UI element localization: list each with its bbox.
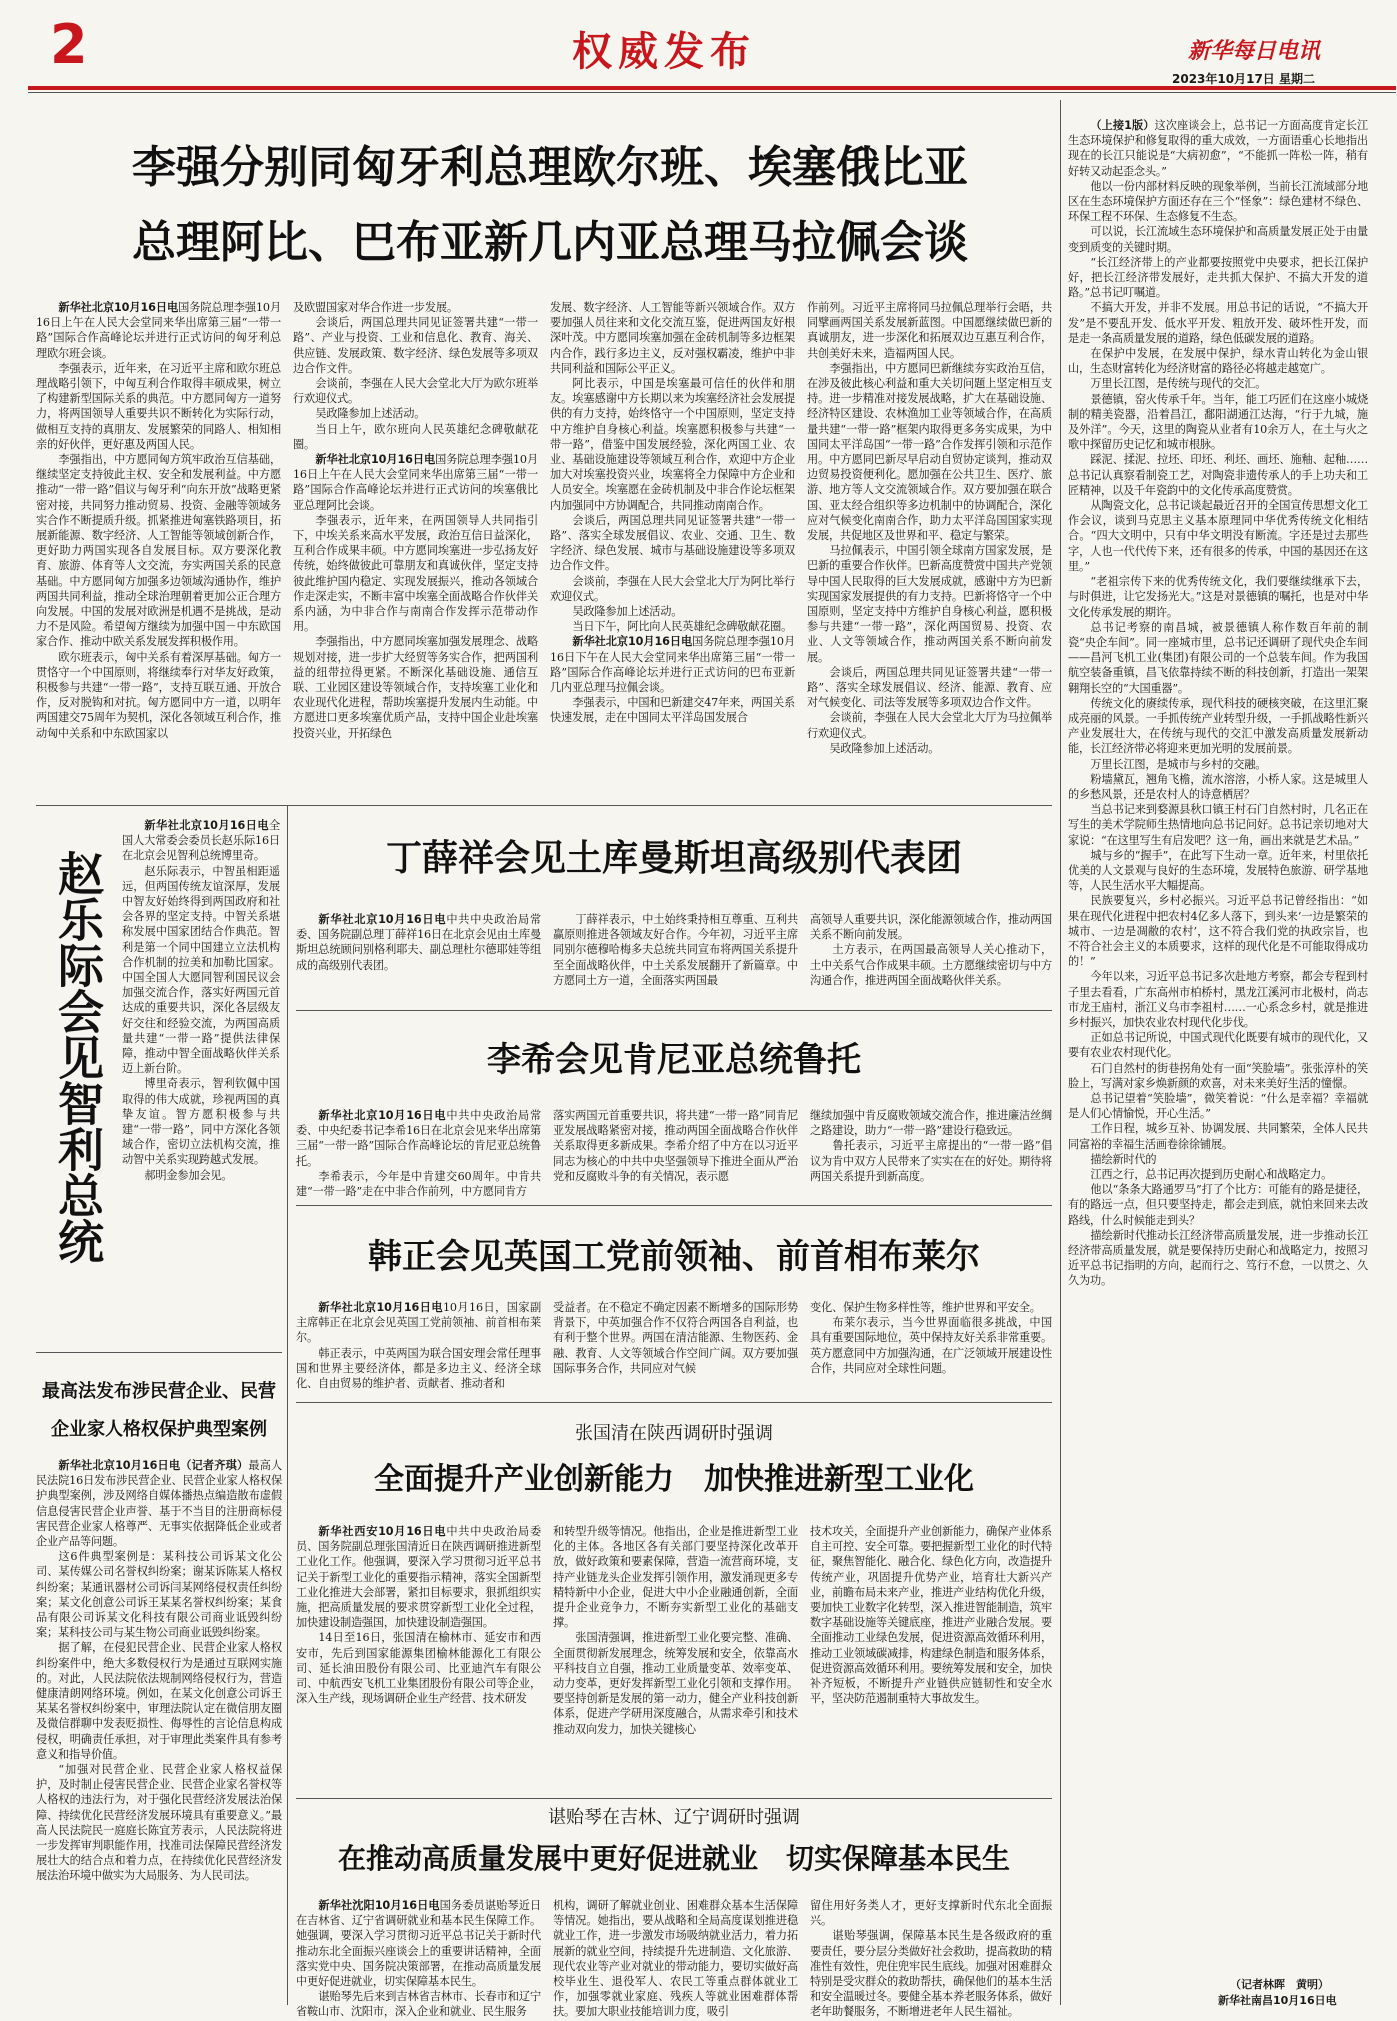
lead-para: 吴政隆参加上述活动。: [315, 407, 426, 421]
zhao-para: 郝明金参加会见。: [144, 1168, 233, 1182]
court-para: 据了解，在侵犯民营企业、民营企业家人格权纠纷案件中，绝大多数侵权行为是通过互联网实施的。对此，人民法院依法规制网络侵权行为，营造健康清朗网络环境。例如，在某文化创意公司诉王某某名誉权纠纷案中，审理法院认定在微信朋友圈及微信群聊中发表贬损性、侮辱性的言论信息构成侵权，明确责任承担，对于审理此类案件具有参考意义和指导价值。: [36, 1641, 282, 1761]
right-byline: （记者林晖 黄明）: [1230, 1978, 1329, 1991]
zhao-para: 赵乐际表示，中智虽相距遥远，但两国传统友谊深厚，发展中智友好始终得到两国政府和社会各界的坚定支持。中智关系堪称发展中国家团结合作典范。智利是第一个同中国建立立法机构合作机制的拉美和加勒比国家。中国全国人大愿同智利国民议会加强交流合作，落实好两国元首达成的重要共识，深化各层级友好交往和经验交流，为两国高质量共建“一带一路”提供法律保障，推动中智全面战略伙伴关系迈上新台阶。: [122, 864, 280, 1076]
right-para: 正如总书记所说，中国式现代化既要有城市的现代化，又要有农业农村现代化。: [1068, 1031, 1368, 1060]
lixi-intro: 中共中央政治局常委、中央纪委书记李希16日在北京会见来华出席第三届“一带一路”国际合作高峰论坛的肯尼亚总统鲁托。: [296, 1109, 541, 1168]
lead-para: 发展、数字经济、人工智能等新兴领域合作。双方要加强人员往来和文化交流互鉴，促进两国友好根深叶茂。中方愿同埃塞加强在金砖机制等多边框架内合作，践行多边主义，反对强权霸凌，维护中非共同利益和国际公平正义。: [550, 301, 795, 375]
han-intro: 10月16日，国家副主席韩正在北京会见英国工党前领袖、前首相布莱尔。: [296, 1301, 541, 1345]
lead-dateline-1: 新华社北京10月16日电: [58, 301, 179, 314]
right-para: 总书记考察的南昌城，被景德镇人称作数百年前的制瓷“央企车间”。同一座城市里，总书记还调研了现代央企车间——昌河飞机工业(集团)有限公司的一个总装车间。作为我国航空装备重镇，昌飞依靠持续不断的科技创新，打造出一架架翱翔长空的“大国重器”。: [1068, 620, 1368, 695]
han-dateline: 新华社北京10月16日电: [318, 1301, 443, 1314]
masthead: [0, 0, 1397, 86]
right-para: 工作日程，城乡互补、协调发展、共同繁荣，全体人民共同富裕的幸福生活画卷徐徐铺展。: [1068, 1122, 1368, 1151]
zhang-column-2: [553, 1524, 798, 1794]
zhao-para: 博里奇表示，智利钦佩中国取得的伟大成就，珍视两国的真挚友谊。智方愿积极参与共建“一带一路”，同中方深化各领域合作，密切立法机构交流，推动智中关系实现跨越式发展。: [122, 1077, 280, 1167]
lixi-column-3: [810, 1108, 1052, 1198]
lead-para: 李强表示，中国和巴新建交47年来，两国关系快速发展，走在中国同太平洋岛国发展合: [550, 696, 795, 725]
ding-dateline: 新华社北京10月16日电: [318, 913, 447, 926]
ding-para: 丁薛祥表示，中土始终秉持相互尊重、互利共赢原则推进各领域友好合作。今年初，习近平主席同别尔德穆哈梅多夫总统共同宣布将两国关系提升至全面战略伙伴，中土关系发展翻开了新篇章。中方愿同土方一道，全面落实两国最: [553, 913, 798, 987]
han-para: 变化、保护生物多样性等，维护世界和平安全。: [810, 1301, 1041, 1314]
masthead-rule: [28, 86, 1396, 90]
right-para: 可以说，长江流域生态环境保护和高质量发展正处于由量变到质变的关键时期。: [1068, 225, 1368, 254]
shen-para: 机构，调研了解就业创业、困难群众基本生活保障等情况。她指出，要从战略和全局高度谋划推进稳就业工作，进一步激发市场吸纳就业活力，着力拓展新的就业空间，持续提升先进制造、文化旅游、现代农业等产业对就业的带动能力，要切实做好高校毕业生、退役军人、农民工等重点群体就业工作，加强零就业家庭、残疾人等就业困难群体帮扶。要加大职业技能培训力度，吸引: [553, 1899, 798, 2019]
right-para: 民族要复兴，乡村必振兴。习近平总书记曾经指出：“如果在现代化进程中把农村4亿多人落下，到头来‘一边是繁荣的城市、一边是凋敝的农村’，这不符合我们党的执政宗旨，也不符合社会主义的本质要求，这样的现代化是不可能取得成功的！”: [1068, 894, 1368, 969]
right-dateline: 新华社南昌10月16日电: [1218, 1994, 1337, 2007]
page-number: 2: [50, 13, 88, 76]
zhao-intro: 全国人大常委会委员长赵乐际16日在北京会见智利总统博里奇。: [122, 819, 280, 863]
lead-para: 会谈后，两国总理共同见证签署共建“一带一路”、产业与投资、工业和信息化、教育、海关、供应链、发展政策、数字经济、绿色发展等多项双边合作文件。: [293, 316, 538, 375]
right-para: 不搞大开发，并非不发展。用总书记的话说，“不搞大开发”是不要乱开发、低水平开发、粗放开发、破坏性开发，而是走一条高质量发展的道路，绿色低碳发展的道路。: [1068, 301, 1368, 345]
han-headline: 韩正会见英国工党前领袖、前首相布莱尔: [368, 1237, 980, 1277]
zhang-headline: 全面提升产业创新能力 加快推进新型工业化: [374, 1462, 974, 1497]
lead-para: 马拉佩表示，中国引领全球南方国家发展，是巴新的重要合作伙伴。巴新高度赞赏中国共产党领导中国人民取得的巨大发展成就，感谢中方为巴新实现国家发展提供的有力支持。巴新将恪守一个中国原则，坚定支持中方维护自身核心利益，愿积极参与共建“一带一路”，深化两国贸易、投资、农业、人文等领域合作，推动两国关系不断向前发展。: [807, 544, 1052, 664]
lixi-para: 鲁托表示，习近平主席提出的“一带一路”倡议为肯中双方人民带来了实实在在的好处。期待将两国关系提升到新高度。: [810, 1139, 1052, 1183]
right-para: 当总书记来到婺源县秋口镇王村石门自然村时，几名正在写生的美术学院师生热情地向总书记问好。总书记亲切地对大家说：“在这里写生有启发吧？这一角，画出来就是艺术品。”: [1068, 803, 1368, 847]
shen-intro: 国务委员谌贻琴近日在吉林省、辽宁省调研就业和基本民生保障工作。她强调，要深入学习贯彻习近平总书记关于新时代推动东北全面振兴座谈会上的重要讲话精神，全面落实党中央、国务院决策部署，在推动高质量发展中更好促进就业，切实保障基本民生。: [296, 1899, 541, 1989]
shen-column-2: [553, 1898, 798, 2019]
lead-para: 会谈前，李强在人民大会堂北大厅为欧尔班举行欢迎仪式。: [293, 377, 538, 406]
court-intro: 最高人民法院16日发布涉民营企业、民营企业家人格权保护典型案例，涉及网络自媒体播热点编造散布虚假信息侵害民营企业声誉、基于不当目的注册商标侵害民营企业家人格尊严、无事实依据降低企业或者企业产品等问题。: [36, 1459, 282, 1549]
zhang-para: 技术攻关，全面提升产业创新能力，确保产业体系自主可控、安全可靠。要把握新型工业化的时代特征，聚焦智能化、融合化、绿色化方向，改造提升传统产业，巩固提升优势产业，培育壮大新兴产业，前瞻布局未来产业，推进产业结构优化升级，要加快工业数字化转型，深入推进智能制造，筑牢数字基础设施等关键底座，推进产业融合发展。要全面推动工业绿色发展，促进资源高效循环利用，推动工业领域碳减排，构建绿色制造和服务体系，促进资源高效循环利用。要统筹发展和安全，加快补齐短板，不断提升产业链供应链韧性和安全水平，坚决防范遏制重特大事故发生。: [810, 1525, 1052, 1706]
lead-column-1: [36, 300, 281, 800]
shen-dateline: 新华社沈阳10月16日电: [318, 1899, 440, 1912]
right-para: 江西之行，总书记再次提到历史耐心和战略定力。: [1090, 1168, 1333, 1182]
lead-intro-3: 国务院总理李强10月16日下午在人民大会堂同来华出席第三届“一带一路”国际合作高峰论坛并进行正式访问的巴布亚新几内亚总理马拉佩会谈。: [550, 635, 795, 695]
lead-dateline-3: 新华社北京10月16日电: [572, 635, 693, 649]
divider: [296, 1798, 1052, 1799]
right-para: “长江经济带上的产业都要按照党中央要求，把长江保护好，把长江经济带发展好，走共抓大保护、不搞大开发的道路。”总书记叮嘱道。: [1068, 255, 1368, 300]
shen-para: 留住用好务类人才，更好支撑新时代东北全面振兴。: [810, 1899, 1052, 1928]
court-headline-line1: 最高法发布涉民营企业、民营: [42, 1381, 276, 1402]
ding-headline: 丁薛祥会见土库曼斯坦高级别代表团: [385, 837, 962, 879]
right-para: 总书记望着“笑脸墙”，微笑着说：“什么是幸福？幸福就是人们心情愉悦，开心生活。”: [1068, 1092, 1368, 1121]
lead-para: 当日下午，阿比向人民英雄纪念碑敬献花圈。: [572, 620, 793, 634]
han-column-1: [296, 1300, 541, 1392]
lead-para: 李强表示，近年来，在两国领导人共同指引下，中埃关系来高水平发展，政治互信日益深化，互利合作成果丰硕。中方愿同埃塞进一步弘扬友好传统，始终做彼此可靠朋友和真诚伙伴，坚定支持彼此维护国内稳定、实现发展振兴，推动各领域合作走深走实，不断丰富中埃塞全面战略合作伙伴关系内涵，为中非合作与南南合作发挥示范带动作用。: [293, 513, 538, 634]
court-headline-line2: 企业家人格权保护典型案例: [51, 1419, 267, 1440]
issue-date: 2023年10月17日 星期二: [1172, 72, 1315, 86]
lead-para: 会谈前，李强在人民大会堂北大厅为阿比举行欢迎仪式。: [550, 574, 795, 603]
right-para: 万里长江图，是城市与乡村的交融。: [1090, 757, 1267, 771]
lead-para: 李强指出，中方愿同埃塞加强发展理念、战略规划对接，进一步扩大经贸等务实合作，把两国利益的纽带拉得更紧。不断深化基础设施、通信互联、工业园区建设等领域合作，支持埃塞工业化和农业现代化进程，帮助埃塞提升发展内生动能。中方愿进口更多埃塞优质产品，支持中国企业赴埃塞投资兴业，开拓绿色: [293, 635, 538, 740]
lead-para: 作前列。习近平主席将同马拉佩总理举行会晤，共同擘画两国关系发展新蓝图。中国愿继续做巴新的真诚朋友，进一步深化和拓展双边互惠互利合作，共创美好未来，造福两国人民。: [807, 301, 1052, 360]
zhang-column-1: [296, 1524, 541, 1794]
lixi-column-2: [553, 1108, 798, 1198]
lixi-column-1: [296, 1108, 541, 1198]
shen-para: 谌贻琴先后来到吉林省吉林市、长春市和辽宁省鞍山市、沈阳市，深入企业和就业、民生服务: [296, 1990, 541, 2019]
right-para: 从陶瓷文化，总书记谈起最近召开的全国宣传思想文化工作会议，谈到马克思主义基本原理同中华优秀传统文化相结合。“四大文明中，只有中华文明没有断流。字还是过去那些字，人也一代代传下来，还有很多的传承，中国的基因还在这里。”: [1068, 499, 1368, 573]
lead-para: 李强指出，中方愿同巴新继续夯实政治互信，在涉及彼此核心利益和重大关切问题上坚定相互支持。进一步精准对接发展战略，扩大在基础设施、经济特区建设、农林渔加工业等领域合作，在高质量共建“一带一路”框架内取得更多务实成果，为中国同太平洋岛国“一带一路”合作发挥引领和示范作用。中方愿同巴新尽早启动自贸协定谈判，推动双边贸易投资便利化。愿加强在公共卫生、医疗、旅游、地方等人文交流领域合作。双方要加强在联合国、亚太经合组织等多边机制中的协调配合，深化应对气候变化南南合作，助力太平洋岛国国家实现发展，共促地区及世界和平、稳定与繁荣。: [807, 361, 1052, 543]
right-para: 粉墙黛瓦，翘角飞檐，流水溶溶，小桥人家。这是城里人的乡愁风景，还是农村人的诗意栖居？: [1068, 772, 1368, 801]
lead-para: 阿比表示，中国是埃塞最可信任的伙伴和朋友。埃塞感谢中方长期以来为埃塞经济社会发展提供的有力支持，始终恪守一个中国原则，坚定支持中方维护自身核心利益。埃塞愿积极参与共建“一带一路”，借鉴中国发展经验，深化两国工业、农业、基础设施建设等领域互利合作，欢迎中方企业加大对埃塞投资兴业，埃塞将全力保障中方企业和人员安全。埃塞愿在金砖机制及中非合作论坛框架内加强同中方协调配合，共同推动南南合作。: [550, 377, 795, 512]
zhang-column-3: [810, 1524, 1052, 1794]
shen-kicker: 谌贻琴在吉林、辽宁调研时强调: [548, 1807, 800, 1828]
masthead-rule-thin: [28, 92, 1396, 93]
zhang-intro: 中共中央政治局委员、国务院副总理张国清近日在陕西调研推进新型工业化工作。他强调，要深入学习贯彻习近平总书记关于新型工业化的重要指示精神，落实全国新型工业化推进大会部署，紧扣目标要求，狠抓组织实施，把高质量发展的要求贯穿新型工业化全过程，加快建设制造强国，加快建设制造强国。: [296, 1525, 541, 1630]
court-dateline: 新华社北京10月16日电（记者齐琪）: [58, 1459, 249, 1472]
lead-para: 当日上午，欧尔班向人民英雄纪念碑敬献花圈。: [293, 422, 538, 451]
column-divider: [287, 805, 288, 2005]
right-para: 万里长江图，是传统与现代的交汇。: [1090, 377, 1267, 391]
right-para: 在保护中发展，在发展中保护，绿水青山转化为金山银山，生态财富转化为经济财富的路径必将越走越宽广。: [1068, 347, 1368, 376]
ding-column-3: [810, 912, 1052, 1004]
court-para: 这6件典型案例是：某科技公司诉某文化公司、某传媒公司名誉权纠纷案；谢某诉陈某人格权纠纷案；某通讯器材公司诉闫某网络侵权责任纠纷案；某文化创意公司诉王某某名誉权纠纷案；某食品有限公司诉某文化科技有限公司商业诋毁纠纷案；某科技公司与某生物公司商业诋毁纠纷案。: [36, 1550, 282, 1640]
ding-intro: 中共中央政治局常委、国务院副总理丁薛祥16日在北京会见由土库曼斯坦总统顾问别格利耶夫、副总理杜尔德耶娃等组成的高级别代表团。: [296, 913, 541, 972]
zhang-dateline: 新华社西安10月16日电: [318, 1525, 447, 1538]
han-para: 布莱尔表示，当今世界面临很多挑战，中国具有重要国际地位，英中保持友好关系非常重要。英方愿意同中方加强沟通，在广泛领域开展建设性合作，共同应对全球性问题。: [810, 1316, 1052, 1375]
right-para: 传统文化的赓续传承，现代科技的硬核突破，在这里汇聚成亮丽的风景。一手抓传统产业转型升级，一手抓战略性新兴产业发展壮大，在传统与现代的交汇中激发高质量发展新动能，长江经济带必将迎来更加光明的发展前景。: [1068, 696, 1368, 756]
lead-column-3: [550, 300, 795, 800]
right-para: 景德镇，窑火传承千年。当年，能工巧匠们在这座小城烧制的精美瓷器，沿着昌江，鄱阳湖通江达海，“行于九城，施及外洋”。今天，这里的陶瓷从业者有10余万人，在土与火之歌中探留历史记忆和城市根脉。: [1068, 392, 1368, 452]
lead-para: 及欧盟国家对华合作进一步发展。: [293, 301, 458, 314]
lead-para: 吴政隆参加上述活动。: [829, 741, 940, 755]
lead-para: 会谈后，两国总理共同见证签署共建“一带一路”、落实全球发展倡议、农业、交通、卫生、数字经济、绿色发展、城市与基础设施建设等多项双边合作文件。: [550, 513, 795, 573]
court-para: “加强对民营企业、民营企业家人格权益保护，及时制止侵害民营企业、民营企业家名誉权等人格权的违法行为，对于强化民营经济发展法治保障、持续优化民营经济发展环境具有重要意义。”最高人民法院民一庭庭长陈宜芳表示，人民法院将进一步发挥审判职能作用，找准司法保障民营经济发展壮大的结合点和着力点，在持续优化民营经济发展法治环境中做实为大局服务、为人民司法。: [36, 1763, 282, 1883]
section-title: 权威发布: [572, 28, 756, 75]
shen-column-1: [296, 1898, 541, 2019]
zhao-headline: 赵乐际会见智利总统: [51, 850, 105, 1264]
lixi-headline: 李希会见肯尼亚总统鲁托: [487, 1040, 861, 1080]
ding-para: 高领导人重要共识，深化能源领域合作，推动两国关系不断向前发展。: [810, 913, 1052, 942]
lead-column-4: [807, 300, 1052, 800]
ding-para: 土方表示，在两国最高领导人关心推动下，土中关系气合作成果丰硕。土方愿继续密切与中方沟通合作，推进两国全面战略伙伴关系。: [810, 943, 1052, 987]
right-para: 这次座谈会上，总书记一方面高度肯定长江生态环境保护和修复取得的重大成效，一方面语重心长地指出现在的长江只能说是“大病初愈”，“不能抓一阵松一阵，稍有好转又动起歪念头。”: [1068, 119, 1368, 178]
right-para: “老祖宗传下来的优秀传统文化，我们要继续继承下去，与时俱进，让它发扬光大。”这是对景德镇的嘱托，也是对中华文化传承发展的期许。: [1068, 575, 1368, 619]
divider: [296, 1010, 1052, 1011]
lead-headline-line1: 李强分别同匈牙利总理欧尔班、埃塞俄比亚: [132, 142, 968, 193]
right-para: 描绘新时代推动长江经济带高质量发展，进一步推动长江经济带高质量发展，就是要保持历史耐心和战略定力，按照习近平总书记指明的方向，起而行之、笃行不怠，一以贯之、久久为功。: [1068, 1228, 1368, 1288]
right-para: 石门自然村的街巷拐角处有一面“笑脸墙”。张张淳朴的笑脸上，写满对家乡焕新颜的欢喜，对未来美好生活的憧憬。: [1068, 1061, 1368, 1090]
column-divider: [1060, 100, 1061, 2005]
han-column-3: [810, 1300, 1052, 1392]
divider: [36, 1352, 282, 1353]
lixi-para: 落实两国元首重要共识，将共建“一带一路”同肯尼亚发展战略紧密对接，推动两国全面战略合作伙伴关系取得更多新成果。李希介绍了中方在以习近平同志为核心的中共中央坚强领导下推进全面从严治党和反腐败斗争的有关情况，表示愿: [553, 1109, 798, 1183]
zhang-para: 14日至16日，张国清在榆林市、延安市和西安市，先后到国家能源集团榆林能源化工有限公司、延长油田股份有限公司、比亚迪汽车有限公司、中航西安飞机工业集团股份有限公司等企业，深入生产线，现场调研企业生产经营、技术研发: [296, 1631, 541, 1706]
zhang-para: 张国清强调，推进新型工业化要完整、准确、全面贯彻新发展理念，统筹发展和安全，依靠高水平科技自立自强，推动工业质量变革、效率变革、动力变革，更好发挥新型工业化引领和支撑作用。要坚持创新是发展的第一动力，健全产业科技创新体系，促进产学研用深度融合，从需求牵引和技术推动双向发力，加快关键核心: [553, 1631, 798, 1736]
divider: [36, 805, 1052, 806]
zhao-body: [122, 818, 280, 1346]
lead-intro-2: 国务院总理李强10月16日上午在人民大会堂同来华出席第三届“一带一路”国际合作高峰论坛并进行正式访问的埃塞俄比亚总理阿比会谈。: [293, 453, 538, 512]
court-body: [36, 1458, 282, 2003]
right-para: 踩泥、揉泥、拉坯、印坯、利坯、画坯、施釉、起釉……总书记认真察看制瓷工艺，对陶瓷非遗传承人的手上功夫和工匠精神，以及千年瓷韵中的文化传承高度赞赏。: [1068, 453, 1368, 497]
shen-headline: 在推动高质量发展中更好促进就业 切实保障基本民生: [337, 1842, 1010, 1875]
brand-logo: 新华每日电讯: [1188, 38, 1321, 64]
han-column-2: [553, 1300, 798, 1392]
right-para: 城与乡的“握手”，在此写下生动一章。近年来，村里依托优美的人文景观与良好的生态环境，发展特色旅游、研学基地等，人民生活水平大幅提高。: [1068, 848, 1368, 893]
lead-para: 李强指出，中方愿同匈方筑牢政治互信基础，继续坚定支持彼此主权、安全和发展利益。中方愿推动“一带一路”倡议与匈牙利“向东开放”战略更紧密对接，共同努力推动贸易、投资、金融等领域务实合作不断提质升级。抓紧推进匈塞铁路项目，拓展新能源、数字经济、人工智能等领域创新合作，更好助力两国实现各自发展目标。双方要深化教育、旅游、体育等人文交流，夯实两国关系的民意基础。中方愿同匈方加强多边领域沟通协作，维护两国共同利益，推动全球治理朝着更加公正合理方向发展。中国的发展对欧洲是机遇不是挑战，是动力不是风险。希望匈方继续为加强中国－中东欧国家合作、推动中欧关系发展发挥积极作用。: [36, 453, 281, 649]
lead-para: 欧尔班表示，匈中关系有着深厚基础。匈方一贯恪守一个中国原则，将继续奉行对华友好政策，积极参与共建“一带一路”，支持互联互通、开放合作，反对脱钩和对抗。匈方愿同中方一道，以明年两国建交75周年为契机，深化各领域互利合作，推动匈中关系和中东欧国家以: [36, 650, 281, 740]
lead-dateline-2: 新华社北京10月16日电: [315, 453, 436, 467]
lead-para: 李强表示，近年来，在习近平主席和欧尔班总理战略引领下，中匈互利合作取得丰硕成果，树立了构建新型国际关系的典范。中方愿同匈方一道努力，将两国领导人重要共识不断转化为实际行动，做相互支持的真朋友、发展繁荣的同路人、相知相亲的好伙伴，更好惠及两国人民。: [36, 361, 281, 451]
han-para: 受益者。在不稳定不确定因素不断增多的国际形势背景下，中英加强合作不仅符合两国各自利益，也有利于整个世界。两国在清洁能源、生物医药、金融、教育、人文等领域合作空间广阔。双方要加强国际事务合作，共同应对气候: [553, 1301, 798, 1375]
divider: [296, 1205, 1052, 1206]
lead-column-2: [293, 300, 538, 800]
ding-column-1: [296, 912, 541, 1004]
lead-intro-1: 国务院总理李强10月16日上午在人民大会堂同来华出席第三届“一带一路”国际合作高峰论坛并进行正式访问的匈牙利总理欧尔班会谈。: [36, 301, 281, 360]
ding-column-2: [553, 912, 798, 1004]
shen-column-3: [810, 1898, 1052, 2019]
zhang-para: 和转型升级等情况。他指出，企业是推进新型工业化的主体。各地区各有关部门要坚持深化改革开放，做好政策和要素保障，营造一流营商环境，支持产业链龙头企业发挥引领作用，激发涌现更多专精特新中小企业，促进大中小企业融通创新，全面提升企业竞争力，不断夯实新型工业化的基础支撑。: [553, 1525, 798, 1630]
continued-marker: （上接1版）: [1090, 119, 1155, 132]
right-para: 描绘新时代的: [1090, 1152, 1157, 1166]
lead-para: 会谈前，李强在人民大会堂北大厅为马拉佩举行欢迎仪式。: [807, 711, 1052, 740]
lead-headline-line2: 总理阿比、巴布亚新几内亚总理马拉佩会谈: [132, 217, 968, 268]
continuation-column: [1068, 118, 1368, 1973]
lead-para: 会谈后，两国总理共同见证签署共建“一带一路”、落实全球发展倡议、经济、能源、教育、应对气候变化、司法等发展等多项双边合作文件。: [807, 665, 1052, 710]
zhang-kicker: 张国清在陕西调研时强调: [575, 1423, 773, 1444]
lixi-para: 继续加强中肯反腐败领域交流合作，推进廉洁丝绸之路建设，助力“一带一路”建设行稳致远。: [810, 1109, 1052, 1138]
divider: [296, 1402, 1052, 1403]
lixi-dateline: 新华社北京10月16日电: [318, 1109, 447, 1122]
shen-para: 谌贻琴强调，保障基本民生是各级政府的重要责任，要分层分类做好社会救助，提高救助的精准性有效性，兜住兜牢民生底线。加强对困难群众特别是受灾群众的救助帮扶，确保他们的基本生活和安全温暖过冬。要健全基本养老服务体系，做好老年助餐服务，不断增进老年人民生福祉。: [810, 1929, 1052, 2019]
zhao-dateline: 新华社北京10月16日电: [144, 819, 269, 832]
han-para: 韩正表示，中英两国为联合国安理会常任理事国和世界主要经济体，都是多边主义、经济全球化、自由贸易的维护者、贡献者、推动者和: [296, 1346, 541, 1391]
lead-para: 吴政隆参加上述活动。: [572, 605, 683, 619]
lixi-para: 李希表示，今年是中肯建交60周年。中肯共建“一带一路”走在中非合作前列，中方愿同肯方: [296, 1169, 541, 1199]
right-para: 今年以来，习近平总书记多次赴地方考察，都会专程到村子里去看看，广东高州市柏桥村，黑龙江溪河市北极村，尚志市龙王庙村，浙江义乌市李祖村……一心系念乡村，就是推进乡村振兴，加快农业农村现代化步伐。: [1068, 970, 1368, 1029]
right-para: 他以一份内部材料反映的现象举例，当前长江流域部分地区在生态环境保护方面还存在三个“怪象”：绿色建材不绿色、环保工程不环保、生态修复不生态。: [1068, 179, 1368, 224]
right-para: 他以“条条大路通罗马”打了个比方：可能有的路是捷径，有的路远一点，但只要坚持走，都会走到底，就怕来回来去改路线，什么时候能走到头？: [1068, 1183, 1368, 1227]
